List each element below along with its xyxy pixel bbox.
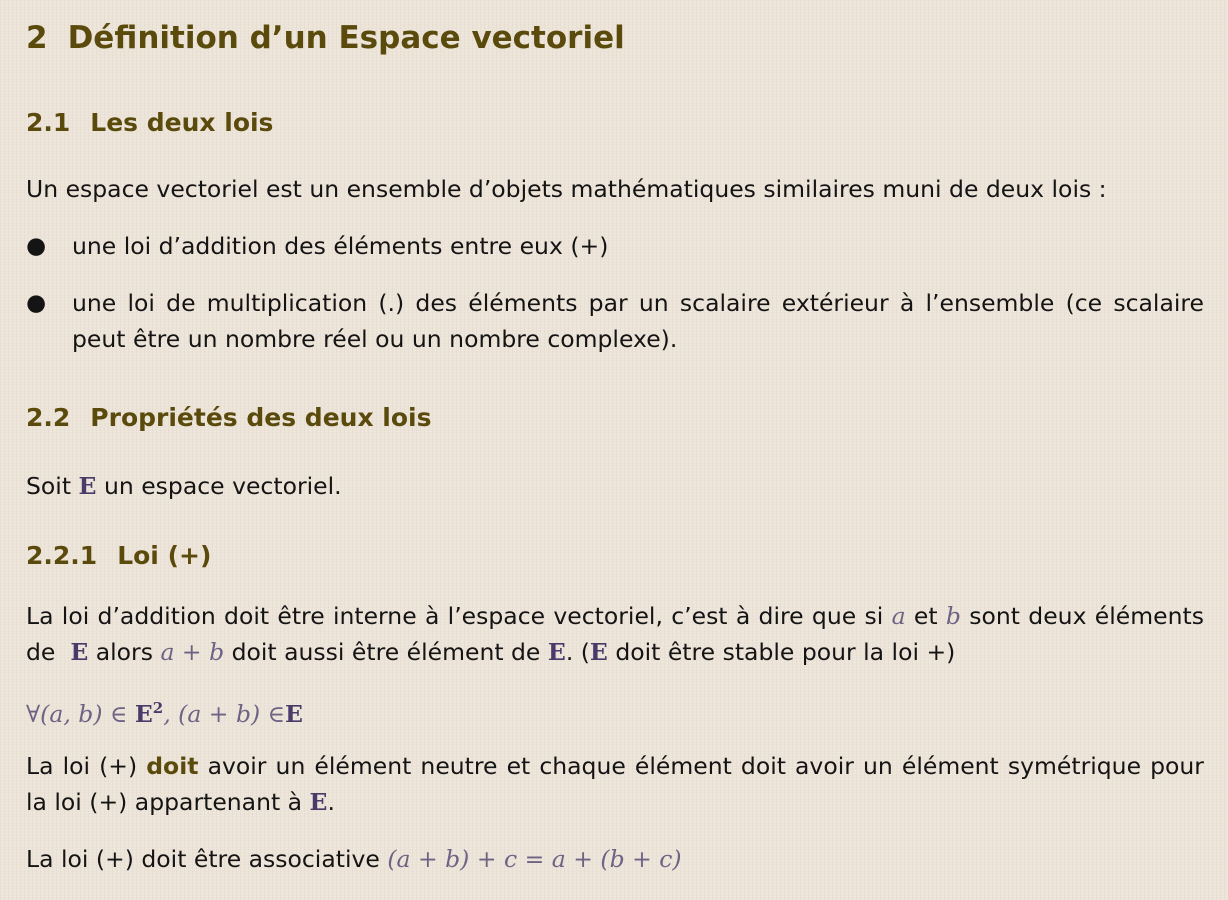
stability-formula: [26, 690, 1204, 732]
space-symbol: E: [285, 699, 303, 728]
subsection-title: Les deux lois: [90, 108, 274, 137]
text: doit aussi être élément de: [231, 638, 541, 666]
math-text: ∀(a, b) ∈: [26, 699, 135, 728]
addition-paragraph: [26, 598, 1204, 670]
text: sont deux éléments de: [26, 602, 1204, 666]
associativity-paragraph: [26, 841, 1204, 877]
section-heading: [26, 20, 625, 56]
subsubsection-heading-2-2-1: [26, 541, 211, 570]
text: . (: [565, 638, 590, 666]
subsection-heading-2-1: [26, 108, 273, 137]
space-symbol: E: [78, 472, 97, 500]
text: alors: [95, 638, 153, 666]
space-symbol: E: [309, 788, 328, 816]
text: avoir un élément neutre et chaque élément doit avoir un élément symétrique pour la loi (+) appartenant à: [26, 752, 1204, 816]
text: Soit: [26, 472, 72, 500]
space-symbol: E: [134, 699, 153, 728]
list-item: [26, 228, 1204, 268]
list-item: [26, 285, 1204, 361]
associativity-formula: (a + b) + c = a + (b + c): [387, 845, 682, 873]
neutral-element-paragraph: [26, 748, 1204, 820]
space-symbol: E: [589, 638, 608, 666]
section-number: 2: [26, 20, 48, 56]
emphasis: doit: [146, 752, 199, 780]
bullet-icon: ●: [26, 290, 47, 316]
list-item-text: une loi de multiplication (.) des éléments par un scalaire extérieur à l’ensemble (ce scalaire peut être un nombre réel ou un nombre complexe).: [72, 289, 1204, 353]
text: un espace vectoriel.: [103, 472, 342, 500]
subsection-number: 2.2: [26, 403, 71, 432]
text: La loi (+): [26, 752, 138, 780]
math-a: a: [891, 602, 906, 630]
section-title: Définition d’un Espace vectoriel: [67, 20, 625, 56]
subsubsection-title: Loi (+): [117, 541, 212, 570]
space-symbol: E: [547, 638, 566, 666]
text: doit être stable pour la loi +): [615, 638, 956, 666]
subsection-heading-2-2: [26, 403, 431, 432]
space-symbol: E: [70, 638, 89, 666]
subsection-number: 2.1: [26, 108, 71, 137]
math-text: , (a + b) ∈: [163, 699, 286, 728]
text: La loi d’addition doit être interne à l’espace vectoriel, c’est à dire que si: [26, 602, 884, 630]
soit-paragraph: [26, 468, 1204, 504]
bullet-icon: ●: [26, 233, 47, 259]
text: La loi (+) doit être associative: [26, 845, 380, 873]
math-b: b: [945, 602, 961, 630]
text: .: [327, 788, 335, 816]
list-item-text: une loi d’addition des éléments entre eux (+): [72, 232, 609, 260]
subsection-title: Propriétés des deux lois: [90, 403, 432, 432]
intro-paragraph: Un espace vectoriel est un ensemble d’objets mathématiques similaires muni de deux lois :: [26, 175, 1107, 203]
exponent: 2: [152, 699, 164, 717]
subsubsection-number: 2.2.1: [26, 541, 98, 570]
math-a-plus-b: a + b: [160, 638, 225, 666]
text: et: [913, 602, 938, 630]
